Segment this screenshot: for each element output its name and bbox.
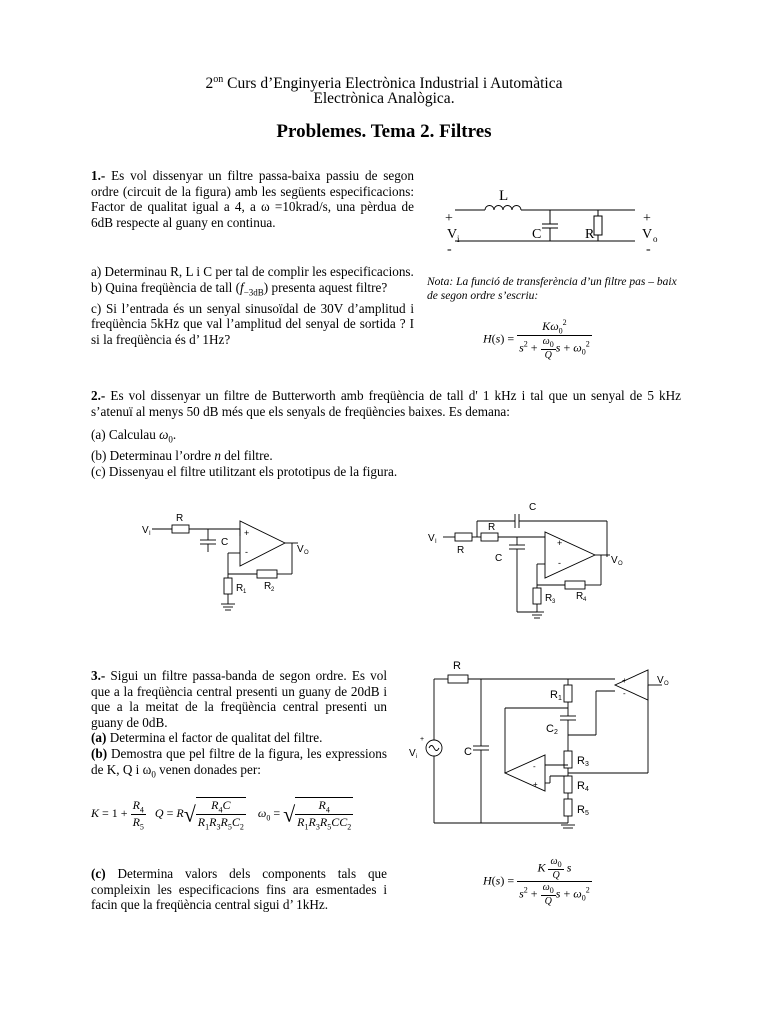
problem-1-questions <box>91 264 414 348</box>
svg-text:+: + <box>244 528 250 538</box>
problem-1-statement: 1.- Es vol dissenyar un filtre passa-baixa passiu de segon ordre (circuit de la figura) amb les següents especificacions: Factor de qualitat igual a 4, a ω =10krad/s, una pèrdua de 6dB respecte al guany en continua. <box>91 168 414 230</box>
problem-3-c: (c) Determina valors dels components tals que compleixin les especificacions fins ara esmentades i facin que la freqüència central sigui d’ 1kHz. <box>91 866 387 913</box>
svg-text:V: V <box>657 675 664 686</box>
problem-1-note: Nota: La funció de transferència d’un filtre pas – baix de segon ordre s’escriu: <box>427 276 677 302</box>
resistor-R-label: R <box>453 660 461 672</box>
problem-3-b: (b) Demostra que pel filtre de la figura, les expressions de K, Q i $\omega_0$ venen donades per: <box>91 746 387 780</box>
svg-text:i: i <box>416 754 418 760</box>
svg-text:i: i <box>457 234 460 244</box>
svg-text:-: - <box>533 762 536 771</box>
lowpass-lc-circuit <box>440 185 680 255</box>
svg-text:3: 3 <box>585 761 589 768</box>
svg-text:R: R <box>236 583 244 594</box>
svg-text:2: 2 <box>271 587 275 593</box>
capacitor-C-label: C <box>221 537 229 548</box>
input-plus: + <box>445 211 453 226</box>
problem-2-a: (a) Calculau $\omega_0$. <box>91 427 177 445</box>
resistor-label: R <box>585 227 595 242</box>
svg-text:R: R <box>264 581 272 592</box>
problem-2-statement: 2.- Es vol dissenyar un filtre de Butterworth amb freqüència de tall d' 1 kHz i tal que un senyal de 5 kHz s’atenuï al menys 50 dB més que els senyals de freqüències baixes. Es demana: <box>91 388 681 419</box>
svg-text:+: + <box>533 780 538 789</box>
svg-text:C: C <box>546 723 554 735</box>
svg-text:V: V <box>297 544 304 555</box>
page-title: Problemes. Tema 2. Filtres <box>276 121 492 142</box>
svg-text:V: V <box>611 555 618 566</box>
svg-text:o: o <box>653 234 658 244</box>
subject-line: Electrònica Analògica. <box>313 90 455 107</box>
svg-text:R: R <box>577 755 585 767</box>
svg-text:I: I <box>435 539 437 545</box>
svg-text:V: V <box>428 533 435 544</box>
svg-text:R: R <box>576 591 584 602</box>
course-line: $2^{on}$ Curs d’Enginyeria Electrònica Industrial i Automàtica <box>205 74 563 93</box>
bandpass-circuit <box>400 655 685 830</box>
capacitor-C-label: C <box>464 746 472 758</box>
svg-text:+: + <box>622 676 627 685</box>
problem-3-a: (a) Determina el factor de qualitat del filtre. <box>91 730 323 745</box>
svg-text:-: - <box>623 689 626 698</box>
svg-text:R: R <box>577 780 585 792</box>
svg-text:1: 1 <box>243 589 247 595</box>
problem-2-b: (b) Determinau l’ordre n del filtre. <box>91 448 273 464</box>
output-minus: - <box>646 242 651 257</box>
vi-label: V <box>447 227 458 242</box>
capacitor-bottom-label: C <box>495 553 503 564</box>
svg-text:O: O <box>618 561 623 567</box>
resistor-R1-label: R <box>457 545 465 556</box>
svg-text:2: 2 <box>554 729 558 736</box>
svg-text:+: + <box>420 736 425 743</box>
svg-text:-: - <box>558 558 561 568</box>
svg-text:V: V <box>142 525 149 536</box>
vo-label: V <box>642 227 653 242</box>
svg-text:3: 3 <box>552 599 556 605</box>
sallen-key-prototype-circuit <box>425 497 640 622</box>
svg-text:V: V <box>409 748 416 759</box>
first-order-prototype-circuit <box>140 510 330 625</box>
input-minus: - <box>447 242 452 257</box>
problem-2-c: (c) Dissenyau el filtre utilitzant els prototipus de la figura. <box>91 463 398 479</box>
resistor-R2-label: R <box>488 522 496 533</box>
output-plus: + <box>643 211 651 226</box>
svg-text:I: I <box>149 531 151 537</box>
capacitor-label: C <box>532 227 542 242</box>
svg-text:4: 4 <box>585 786 589 793</box>
problem-1-b: b) Quina freqüència de tall $(f_{-3dB})$ presenta aquest filtre? <box>91 279 388 298</box>
inductor-label: L <box>499 188 509 204</box>
svg-text:R: R <box>545 593 553 604</box>
svg-text:1: 1 <box>558 695 562 702</box>
resistor-R-label: R <box>176 513 184 524</box>
svg-text:+: + <box>557 538 563 548</box>
svg-text:O: O <box>664 681 669 687</box>
bandpass-transfer-function: H(s) = K $\frac{\omega_0}{Q}$ s $s^2$ + $\frac{\omega_0}{Q}$ $s + \omega_0^2$ <box>483 856 590 907</box>
svg-text:5: 5 <box>585 810 589 817</box>
svg-text:R: R <box>550 689 558 701</box>
lowpass-transfer-function: H(s) = $K\omega_0^2$ $s^2$ + $\frac{\omega_0}{Q}$ $s + \omega_0^2$ <box>483 318 590 362</box>
svg-text:R: R <box>577 804 585 816</box>
svg-text:-: - <box>245 547 248 557</box>
capacitor-top-label: C <box>529 502 537 513</box>
problem-1-c: c) Si l’entrada és un senyal sinusoïdal de 30V d’amplitud i freqüència 5kHz que val l’amplitud del senyal de sortida ? I si la freqüència és d’ 1Hz? <box>91 300 414 348</box>
svg-text:4: 4 <box>583 597 587 603</box>
problem-3-statement: 3.- Sigui un filtre passa-banda de segon ordre. Es vol que a la freqüència central presenti un guany de 20dB i que a la meitat de la freqüència central presenti un guany de 0dB. <box>91 668 387 730</box>
svg-text:O: O <box>304 550 309 556</box>
problem-2-questions <box>91 427 651 479</box>
problem-1-a: a) Determinau R, L i C per tal de complir les especificacions. <box>91 264 414 279</box>
problem-3-equations: K = 1 + $\frac{R_4}{R_5}$ Q = R√ $\frac{R_4C}{R_1R_3R_5C_2}$ $\omega_0$ = √ $\frac{R_4}{R_1R_3R_5CC_2}$ <box>91 797 352 832</box>
